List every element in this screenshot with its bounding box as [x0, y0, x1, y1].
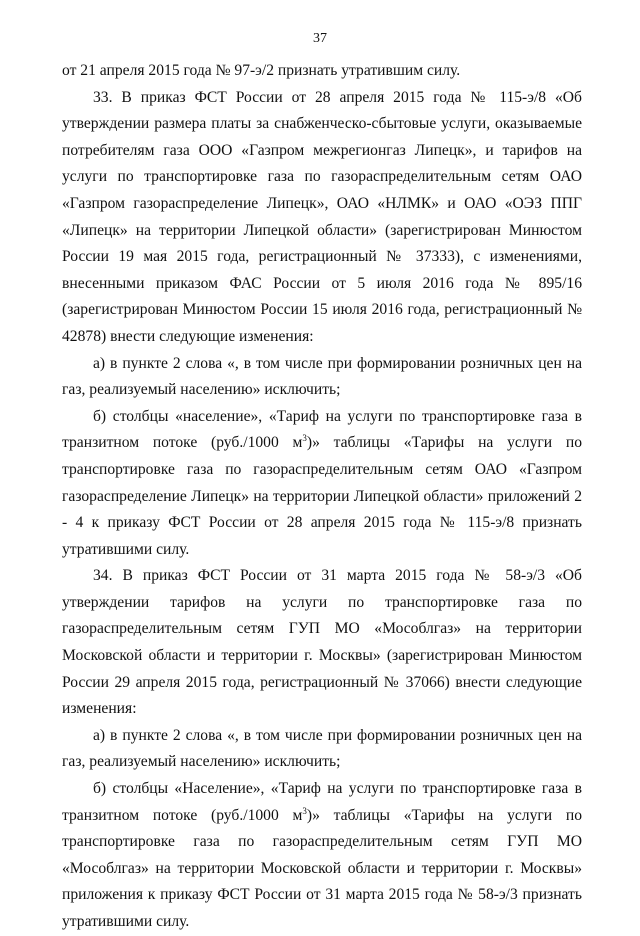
paragraph-item-33-b	[62, 404, 582, 564]
superscript-cubic: 3	[302, 805, 307, 816]
superscript-cubic: 3	[302, 433, 307, 444]
paragraph-item-33-b-text-start: б) столбцы «население», «Тариф на услуги по транспортировке газа в транзитном потоке (руб./1000 м	[62, 407, 582, 452]
paragraph-item-34-b-text-end: )» таблицы «Тарифы на услуги по транспортировке газа по газораспределительным сетям ГУП МО «Мособлгаз» на территории Московской области и территории г. Москвы» приложения к приказу ФСТ России от 31 марта 2015 года № 58-э/3 признать утратившими силу.	[62, 806, 583, 930]
paragraph-item-33-a: а) в пункте 2 слова «, в том числе при формировании розничных цен на газ, реализуемый населению» исключить;	[62, 354, 582, 399]
paragraph-item-34-b-text-start: б) столбцы «Население», «Тариф на услуги по транспортировке газа в транзитном потоке (руб./1000 м	[62, 780, 582, 824]
paragraph-item-34-a: а) в пункте 2 слова «, в том числе при формировании розничных цен на газ, реализуемый населению» исключить;	[62, 726, 582, 771]
paragraph-item-34: 34. В приказ ФСТ России от 31 марта 2015 года № 58-э/3 «Об утверждении тарифов на услуги по транспортировке газа по газораспределительным сетям ГУП МО «Мособлгаз» на территории Московской области и территории г. Москвы» (зарегистрирован Минюстом России 29 апреля 2015 года, регистрационный № 37066) внести следующие изменения:	[62, 567, 582, 718]
paragraph-item-33-b-text-end: )» таблицы «Тарифы на услуги по транспортировке газа по газораспределительным сетям ОАО «Газпром газораспределение Липецк» на территории Липецкой области» приложений 2 - 4 к приказу ФСТ России от 28 апреля 2015 года № 115-э/8 признать утратившими силу.	[62, 434, 583, 558]
document-body	[62, 58, 582, 936]
page-number: 37	[313, 31, 327, 46]
paragraph-continuation: от 21 апреля 2015 года № 97-э/2 признать утратившим силу.	[62, 62, 461, 79]
paragraph-item-34-b	[62, 776, 582, 936]
paragraph-item-33: 33. В приказ ФСТ России от 28 апреля 2015 года № 115-э/8 «Об утверждении размера платы за снабженческо-сбытовые услуги, оказываемые потребителям газа ООО «Газпром межрегионгаз Липецк», и тарифов на услуги по транспортировке газа по газораспределительным сетям ОАО «Газпром газораспределение Липецк», ОАО «НЛМК» и ОАО «ОЭЗ ППГ «Липецк» на территории Липецкой области» (зарегистрирован Минюстом России 19 мая 2015 года, регистрационный № 37333), с изменениями, внесенными приказом ФАС России от 5 июля 2016 года № 895/16 (зарегистрирован Минюстом России 15 июля 2016 года, регистрационный № 42878) внести следующие изменения:	[62, 88, 582, 345]
